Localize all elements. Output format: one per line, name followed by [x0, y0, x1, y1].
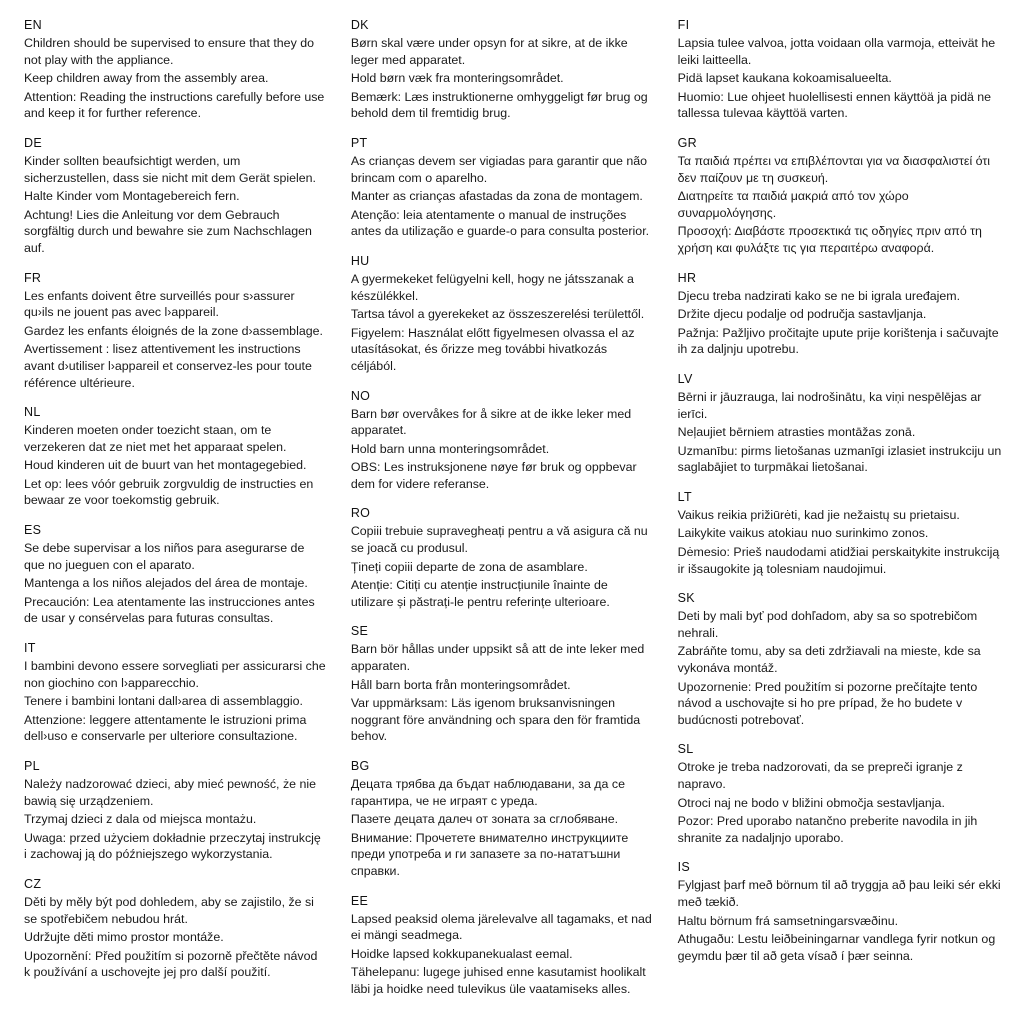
- language-code: FR: [24, 270, 42, 285]
- instruction-line: Pažnja: Pažljivo pročitajte upute prije korištenja i sačuvajte ih za daljnju upotrebu.: [677, 325, 999, 357]
- instruction-line: Atenție: Citiți cu atenție instrucțiunile înainte de utilizare și păstrați-le pentru referințe ulterioare.: [350, 578, 610, 609]
- instruction-line: Bemærk: Læs instruktionerne omhyggeligt før brug og behold dem til fremtidig brug.: [350, 89, 648, 121]
- instruction-line: Children should be supervised to ensure that they do not play with the appliance.: [24, 36, 314, 67]
- instruction-line: Lapsed peaksid olema järelevalve all tagamaks, et nad ei mängi seadmega.: [350, 911, 652, 943]
- instruction-line: Пазете децата далеч от зоната за сглобяване.: [350, 812, 619, 827]
- instruction-line: Udržujte děti mimo prostor montáže.: [24, 930, 224, 945]
- language-text: [24, 540, 327, 627]
- language-code: SL: [677, 742, 694, 757]
- instruction-line: Lapsia tulee valvoa, jotta voidaan olla varmoja, etteivät he leiki laitteella.: [677, 36, 996, 67]
- language-code: NO: [350, 388, 371, 403]
- instruction-line: As crianças devem ser vigiadas para garantir que não brincam com o aparelho.: [350, 153, 647, 185]
- language-code: IS: [677, 860, 691, 875]
- language-text: [678, 288, 1004, 358]
- instruction-line: Manter as crianças afastadas da zona de montagem.: [350, 189, 643, 204]
- instruction-line: Fylgjast þarf með börnum til að tryggja að þau leiki sér ekki með tækið.: [677, 878, 1001, 909]
- language-block-sl: [678, 742, 1004, 846]
- language-code: IT: [24, 641, 36, 656]
- language-block-hr: [678, 271, 1004, 358]
- instruction-line: Zabráňte tomu, aby sa deti zdržiavali na mieste, kde sa vykonáva montáž.: [677, 644, 981, 676]
- language-block-lv: [678, 372, 1004, 476]
- instruction-line: Copiii trebuie supravegheați pentru a vă asigura că nu se joacă cu produsul.: [350, 524, 648, 556]
- instruction-line: Uzmanību: pirms lietošanas uzmanīgi izlasiet instrukciju un saglabājiet to turpmākai lietošanai.: [677, 443, 1002, 475]
- language-text: [351, 911, 654, 998]
- language-code: ES: [24, 523, 42, 538]
- language-block-hu: [351, 254, 654, 375]
- language-code: LT: [677, 489, 692, 504]
- language-code: CZ: [24, 876, 42, 891]
- instruction-line: Bērni ir jāuzrauga, lai nodrošinātu, ka viņi nespēlējas ar ierīci.: [677, 389, 982, 421]
- instruction-line: Uwaga: przed użyciem dokładnie przeczytaj instrukcję i zachowaj ją do późniejszego wykorzystania.: [24, 830, 321, 862]
- instruction-line: Gardez les enfants éloignés de la zone d›assemblage.: [24, 323, 323, 338]
- language-block-lt: [678, 490, 1004, 577]
- instruction-line: Mantenga a los niños alejados del área de montaje.: [24, 576, 308, 591]
- instruction-line: Attenzione: leggere attentamente le istruzioni prima dell›uso e conservarle per ulteriore consultazione.: [24, 712, 307, 744]
- language-text: [678, 507, 1004, 577]
- instruction-line: Τα παιδιά πρέπει να επιβλέπονται για να διασφαλιστεί ότι δεν παίζουν με τη συσκευή.: [677, 153, 990, 185]
- instruction-line: Tähelepanu: lugege juhised enne kasutamist hoolikalt läbi ja hoidke need tulevikus üle vaatamiseks alles.: [350, 965, 646, 996]
- language-code: LV: [677, 371, 693, 386]
- language-block-fi: [678, 18, 1004, 122]
- language-code: GR: [677, 135, 698, 150]
- instruction-line: Hoidke lapsed kokkupanekualast eemal.: [350, 946, 573, 961]
- instruction-line: Laikykite vaikus atokiau nuo surinkimo zonos.: [677, 526, 929, 541]
- instruction-line: Haltu börnum frá samsetningarsvæðinu.: [677, 913, 899, 928]
- instruction-line: Atenção: leia atentamente o manual de instruções antes da utilização e guarde-o para consulta posterior.: [350, 207, 650, 239]
- instruction-line: Țineți copiii departe de zona de asamblare.: [350, 559, 588, 574]
- language-code: EE: [350, 893, 369, 908]
- instruction-line: Kinderen moeten onder toezicht staan, om te verzekeren dat ze niet met het apparaat spelen.: [24, 423, 287, 454]
- language-code: DE: [24, 135, 42, 150]
- instruction-line: Držite djecu podalje od područja sastavljanja.: [677, 307, 927, 322]
- language-text: [678, 877, 1004, 964]
- language-block-ro: [351, 506, 654, 610]
- language-code: PT: [350, 135, 368, 150]
- language-text: [351, 35, 654, 122]
- instruction-line: Achtung! Lies die Anleitung vor dem Gebrauch sorgfältig durch und bewahre sie zum Nachschlagen auf.: [24, 207, 312, 255]
- language-block-bg: [351, 759, 654, 880]
- instruction-line: Var uppmärksam: Läs igenom bruksanvisningen noggrant före användning och spara den för framtida behov.: [350, 696, 641, 744]
- instruction-line: Athugaðu: Lestu leiðbeiningarnar vandlega fyrir notkun og geymdu þær til að geta vísað í þær seinna.: [677, 932, 996, 963]
- instruction-line: Děti by měly být pod dohledem, aby se zajistilo, že si se spotřebičem nebudou hrát.: [24, 894, 314, 926]
- instruction-line: Deti by mali byť pod dohľadom, aby sa so spotrebičom nehrali.: [677, 609, 978, 640]
- instruction-line: Precaución: Lea atentamente las instrucciones antes de usar y consérvelas para futuras consultas.: [24, 594, 315, 626]
- instruction-line: Upozornění: Před použitím si pozorně přečtěte návod k používání a uschovejte jej pro další použití.: [24, 948, 318, 980]
- language-code: SK: [677, 591, 695, 606]
- instruction-line: Se debe supervisar a los niños para asegurarse de que no jueguen con el aparato.: [24, 541, 305, 572]
- language-code: BG: [350, 759, 370, 773]
- language-text: [24, 658, 327, 745]
- language-text: [678, 608, 1004, 728]
- language-text: [24, 153, 327, 257]
- instruction-line: Kinder sollten beaufsichtigt werden, um sicherzustellen, dass sie nicht mit dem Gerät spielen.: [24, 153, 316, 185]
- instruction-line: Otroke je treba nadzorovati, da se prepreči igranje z napravo.: [677, 760, 963, 791]
- language-columns: [24, 18, 1004, 1014]
- instruction-line: Djecu treba nadzirati kako se ne bi igrala uređajem.: [677, 288, 961, 303]
- instruction-line: Vaikus reikia prižiūrėti, kad jie nežaistų su prietaisu.: [677, 507, 960, 522]
- instruction-line: A gyermekeket felügyelni kell, hogy ne játsszanak a készülékkel.: [350, 271, 634, 303]
- instruction-line: Внимание: Прочетете внимателно инструкциите преди употреба и ги запазете за по-нататъшни справки.: [350, 830, 629, 878]
- language-text: [351, 523, 654, 610]
- language-code: NL: [24, 405, 41, 420]
- language-block-sk: [678, 591, 1004, 728]
- instruction-line: Halte Kinder vom Montagebereich fern.: [24, 189, 240, 204]
- instruction-line: Les enfants doivent être surveillés pour s›assurer qu›ils ne jouent pas avec l›appareil.: [24, 288, 295, 320]
- language-block-es: [24, 523, 327, 627]
- language-block-se: [351, 624, 654, 745]
- language-code: PL: [24, 759, 40, 773]
- instruction-line: Barn bør overvåkes for å sikre at de ikke leker med apparatet.: [350, 406, 632, 438]
- language-code: HR: [677, 270, 697, 285]
- instruction-line: Houd kinderen uit de buurt van het montagegebied.: [24, 458, 307, 473]
- language-block-it: [24, 641, 327, 745]
- language-text: [24, 288, 327, 392]
- instruction-line: OBS: Les instruksjonene nøye før bruk og oppbevar dem for videre referanse.: [350, 460, 637, 491]
- language-text: [351, 641, 654, 745]
- language-code: DK: [350, 18, 369, 32]
- instruction-line: Figyelem: Használat előtt figyelmesen olvassa el az utasításokat, és őrizze meg további hivatkozás céljából.: [350, 325, 635, 373]
- language-text: [24, 35, 327, 122]
- language-column-3: [678, 18, 1004, 978]
- instruction-line: Pozor: Pred uporabo natančno preberite navodila in jih shranite za nadaljnjo uporabo.: [677, 814, 978, 845]
- language-text: [24, 776, 327, 863]
- instruction-line: Προσοχή: Διαβάστε προσεκτικά τις οδηγίες πριν από τη χρήση και φυλάξτε τις για περαιτέρω αναφορά.: [677, 224, 982, 255]
- instruction-line: Huomio: Lue ohjeet huolellisesti ennen käyttöä ja pidä ne tallessa tulevaa käyttöä varten.: [677, 89, 992, 121]
- language-text: [351, 271, 654, 375]
- instruction-line: I bambini devono essere sorvegliati per assicurarsi che non giochino con l›apparecchio.: [24, 659, 326, 690]
- instruction-line: Håll barn borta från monteringsområdet.: [350, 677, 571, 692]
- language-block-pt: [351, 136, 654, 240]
- instruction-line: Trzymaj dzieci z dala od miejsca montażu.: [24, 812, 257, 827]
- instruction-line: Neļaujiet bērniem atrasties montāžas zonā.: [677, 425, 916, 440]
- instruction-line: Децата трябва да бъдат наблюдавани, за да се гарантира, че не играят с уреда.: [350, 777, 625, 808]
- language-code: SE: [350, 624, 369, 639]
- instruction-line: Let op: lees vóór gebruik zorgvuldig de instructies en bewaar ze voor toekomstig gebruik.: [24, 476, 314, 508]
- language-block-cz: [24, 877, 327, 981]
- instruction-line: Upozornenie: Pred použitím si pozorne prečítajte tento návod a uschovajte si ho pre prípad, že ho budete v budúcnosti potrebovať.: [677, 679, 978, 727]
- language-block-fr: [24, 271, 327, 392]
- instruction-line: Barn bör hållas under uppsikt så att de inte leker med apparaten.: [350, 642, 645, 674]
- instruction-line: Attention: Reading the instructions carefully before use and keep it for further reference.: [24, 89, 325, 121]
- language-block-en: [24, 18, 327, 122]
- language-block-pl: [24, 759, 327, 863]
- instruction-line: Hold børn væk fra monteringsområdet.: [350, 71, 564, 86]
- language-block-dk: [351, 18, 654, 122]
- language-block-nl: [24, 405, 327, 509]
- language-text: [351, 406, 654, 493]
- language-text: [678, 759, 1004, 846]
- instruction-line: Dėmesio: Prieš naudodami atidžiai perskaitykite instrukciją ir išsaugokite ją tolesniam naudojimui.: [677, 545, 1000, 576]
- language-column-2: [351, 18, 678, 1012]
- language-block-no: [351, 389, 654, 493]
- instruction-line: Otroci naj ne bodo v bližini območja sestavljanja.: [677, 795, 945, 810]
- instruction-line: Pidä lapset kaukana kokoamisalueelta.: [677, 71, 892, 86]
- language-code: HU: [350, 253, 370, 268]
- language-text: [351, 153, 654, 240]
- language-column-1: [24, 18, 351, 995]
- language-code: RO: [350, 506, 371, 521]
- instruction-line: Avertissement : lisez attentivement les instructions avant d›utiliser l›appareil et conservez-les pour toute référence ultérieure.: [24, 342, 312, 390]
- instruction-line: Tartsa távol a gyerekeket az összeszerelési területtől.: [350, 307, 645, 322]
- language-block-is: [678, 860, 1004, 964]
- language-block-de: [24, 136, 327, 257]
- language-text: [678, 389, 1004, 476]
- language-text: [24, 894, 327, 981]
- instruction-line: Należy nadzorować dzieci, aby mieć pewność, że nie bawią się urządzeniem.: [24, 777, 317, 808]
- language-block-ee: [351, 894, 654, 998]
- language-block-gr: [678, 136, 1004, 257]
- instruction-line: Børn skal være under opsyn for at sikre, at de ikke leger med apparatet.: [350, 36, 628, 67]
- language-code: EN: [24, 18, 42, 32]
- language-text: [24, 422, 327, 509]
- instruction-line: Keep children away from the assembly area.: [24, 71, 269, 86]
- language-code: FI: [677, 18, 690, 32]
- language-text: [678, 153, 1004, 257]
- instruction-line: Διατηρείτε τα παιδιά μακριά από τον χώρο συναρμολόγησης.: [677, 189, 909, 220]
- language-text: [678, 35, 1004, 122]
- instruction-line: Hold barn unna monteringsområdet.: [350, 441, 550, 456]
- language-text: [351, 776, 654, 880]
- instruction-line: Tenere i bambini lontani dall›area di assemblaggio.: [24, 694, 303, 709]
